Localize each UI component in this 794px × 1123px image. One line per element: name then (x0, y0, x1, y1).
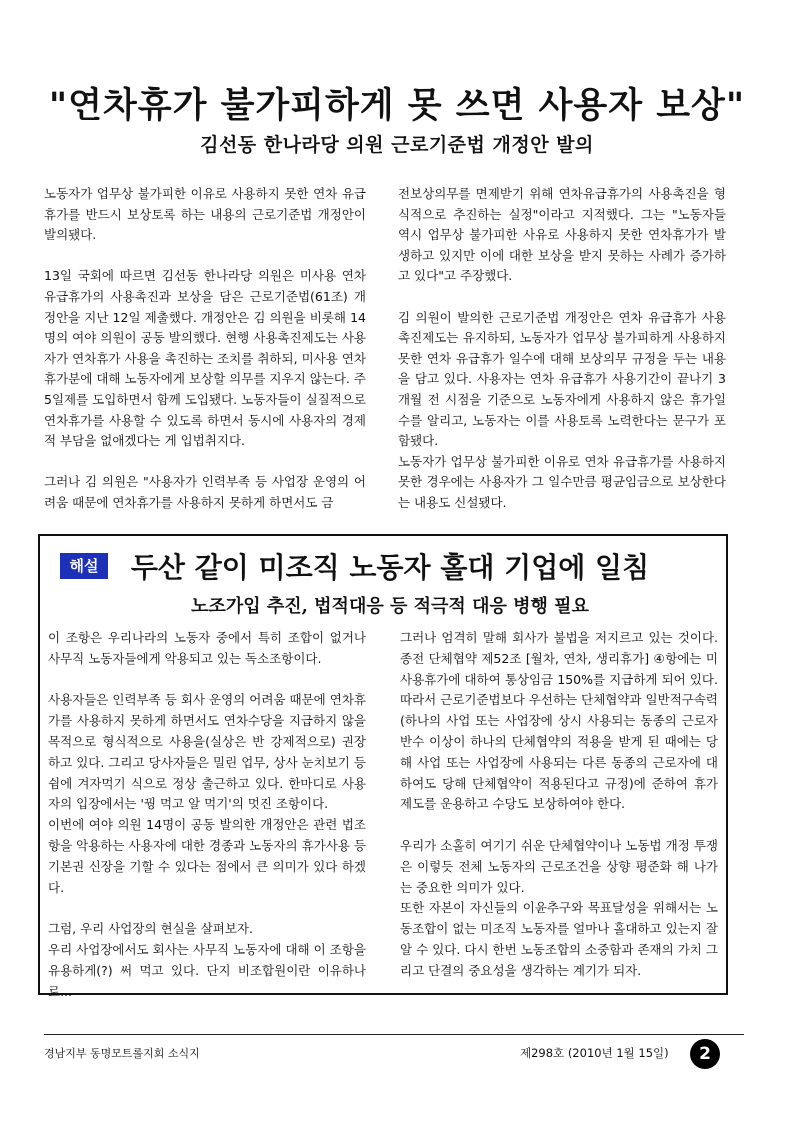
page-number: 2 (690, 1039, 720, 1069)
commentary-paragraph: 우리가 소홀히 여기기 쉬운 단체협약이나 노동법 개정 투쟁은 이렇듯 전체 노동자의 근로조건을 상향 평준화 해 나가는 중요한 의미가 있다. (400, 837, 718, 895)
footer-issue: 제298호 (2010년 1월 15일) (520, 1046, 669, 1060)
commentary-paragraph: 사용자들은 인력부족 등 회사 운영의 어려움 때문에 연차휴가를 사용하지 못하게 하면서도 연차수당을 지급하지 않을 목적으로 형식적으로 사용을(실상은 반 강제적으로) 권장하고 있다. 그리고 당사자들은 밀린 업무, 상사 눈치보기 등 쉼에 겨자먹기 식으로 정상 출근하고 있다. 한마디로 사용자의 입장에서는 '꿩 먹고 알 먹기'의 멋진 조항이다. (48, 692, 366, 812)
article-paragraph: 노동자가 업무상 불가피한 이유로 연차 유급휴가를 사용하지 못한 경우에는 사용자가 그 일수만큼 평균임금으로 보상한다는 내용도 신설됐다. (398, 453, 726, 510)
article-subtitle: 김선동 한나라당 의원 근로기준법 개정안 발의 (200, 134, 594, 156)
article-paragraph: 그러나 김 의원은 "사용자가 인력부족 등 사업장 운영의 어려움 때문에 연차휴가를 사용하지 못하게 하면서도 금 (44, 474, 366, 510)
article-paragraph: 김 의원이 발의한 근로기준법 개정안은 연차 유급휴가 사용 촉진제도는 유지하되, 노동자가 업무상 불가피하게 사용하지 못한 연차 유급휴가 일수에 대해 보상의무 규정을 두는 내용을 담고 있다. 사용자는 연차 유급휴가 사용기간이 끝나기 3개월 전 시점을 기준으로 노동자에게 사용하지 않은 휴가일수를 알리고, 노동자는 이를 사용토록 노력한다는 문구가 포함됐다. (398, 309, 726, 449)
commentary-title: 두산 같이 미조직 노동자 홀대 기업에 일침 (130, 551, 650, 584)
commentary-paragraph: 그러나 엄격히 말해 회사가 불법을 저지르고 있는 것이다. 종전 단체협약 제52조 [월차, 연차, 생리휴가] ④항에는 미 사용휴가에 대하여 통상임금 150%를 지급하게 되어 있다. 따라서 근로기준법보다 우선하는 단체협약과 일반적구속력(하나의 사업 또는 사업장에 상시 사용되는 동종의 근로자 반수 이상이 하나의 단체협약의 적용을 받게 된 때에는 당해 사업 또는 사업장에 사용되는 다른 동종의 근로자에 대하여도 당해 단체협약이 적용된다고 규정)에 준하여 휴가제도를 운용하고 수당도 보상하여야 한다. (400, 630, 718, 812)
footer-divider (44, 1034, 744, 1035)
commentary-paragraph: 이번에 여야 의원 14명이 공동 발의한 개정안은 관련 법조항을 악용하는 사용자에 대한 경종과 노동자의 휴가사용 등 기본권 신장을 기할 수 있다는 점에서 큰 의미가 있다 하겠다. (48, 817, 366, 895)
commentary-badge: 해설 (60, 553, 108, 579)
article-left-column (44, 184, 366, 514)
commentary-subtitle: 노조가입 추진, 법적대응 등 적극적 대응 병행 필요 (191, 596, 589, 617)
commentary-paragraph: 또한 자본이 자신들의 이윤추구와 목표달성을 위해서는 노동조합이 없는 미조직 노동자를 얼마나 홀대하고 있는지 잘 알 수 있다. 다시 한번 노동조합의 소중함과 존재의 가치 그리고 단결의 중요성을 생각하는 계기가 되자. (400, 900, 718, 978)
paragraph-gap (48, 670, 366, 691)
commentary-left-column (48, 628, 366, 1002)
article-paragraph: 전보상의무를 면제받기 위해 연차유급휴가의 사용촉진을 형식적으로 추진하는 실정"이라고 지적했다. 그는 "노동자들 역시 업무상 불가피한 사유로 사용하지 못한 연차휴가가 발생하고 있지만 이에 대한 보상을 받지 못하는 사례가 증가하고 있다"고 주장했다. (398, 186, 726, 284)
commentary-paragraph: 이 조항은 우리나라의 노동자 중에서 특히 조합이 없거나 사무직 노동자들에게 악용되고 있는 독소조항이다. (48, 630, 366, 666)
commentary-right-column (400, 628, 718, 982)
paragraph-gap (44, 452, 366, 473)
paragraph-gap (44, 246, 366, 267)
commentary-paragraph: 우리 사업장에서도 회사는 사무직 노동자에 대해 이 조항을 유용하게(?) 써 먹고 있다. 단지 비조합원이란 이유하나로... (48, 941, 366, 999)
paragraph-gap (48, 898, 366, 919)
article-title: "연차휴가 불가피하게 못 쓰면 사용자 보상" (48, 85, 746, 126)
commentary-paragraph: 그럼, 우리 사업장의 현실을 살펴보자. (48, 921, 253, 937)
paragraph-gap (398, 287, 726, 308)
article-right-column (398, 184, 726, 514)
footer-publisher: 경남지부 동명모트롤지회 소식지 (44, 1047, 200, 1060)
article-paragraph: 노동자가 업무상 불가피한 이유로 사용하지 못한 연차 유급휴가를 반드시 보상토록 하는 내용의 근로기준법 개정안이 발의됐다. (44, 186, 366, 243)
paragraph-gap (400, 815, 718, 836)
article-paragraph: 13일 국회에 따르면 김선동 한나라당 의원은 미사용 연차 유급휴가의 사용촉진과 보상을 담은 근로기준법(61조) 개정안을 지난 12일 제출했다. 개정안은 김 의원을 비롯해 14명의 여야 의원이 공동 발의했다. 현행 사용촉진제도는 사용자가 연차휴가 사용을 촉진하는 조치를 취하되, 미사용 연차휴가분에 대해 노동자에게 보상할 의무를 지우지 않는다. 주 5일제를 도입하면서 함께 도입됐다. 노동자들이 실질적으로 연차휴가를 사용할 수 있도록 하면서 동시에 사용자의 경제적 부담을 없애겠다는 게 입법취지다. (44, 268, 366, 449)
